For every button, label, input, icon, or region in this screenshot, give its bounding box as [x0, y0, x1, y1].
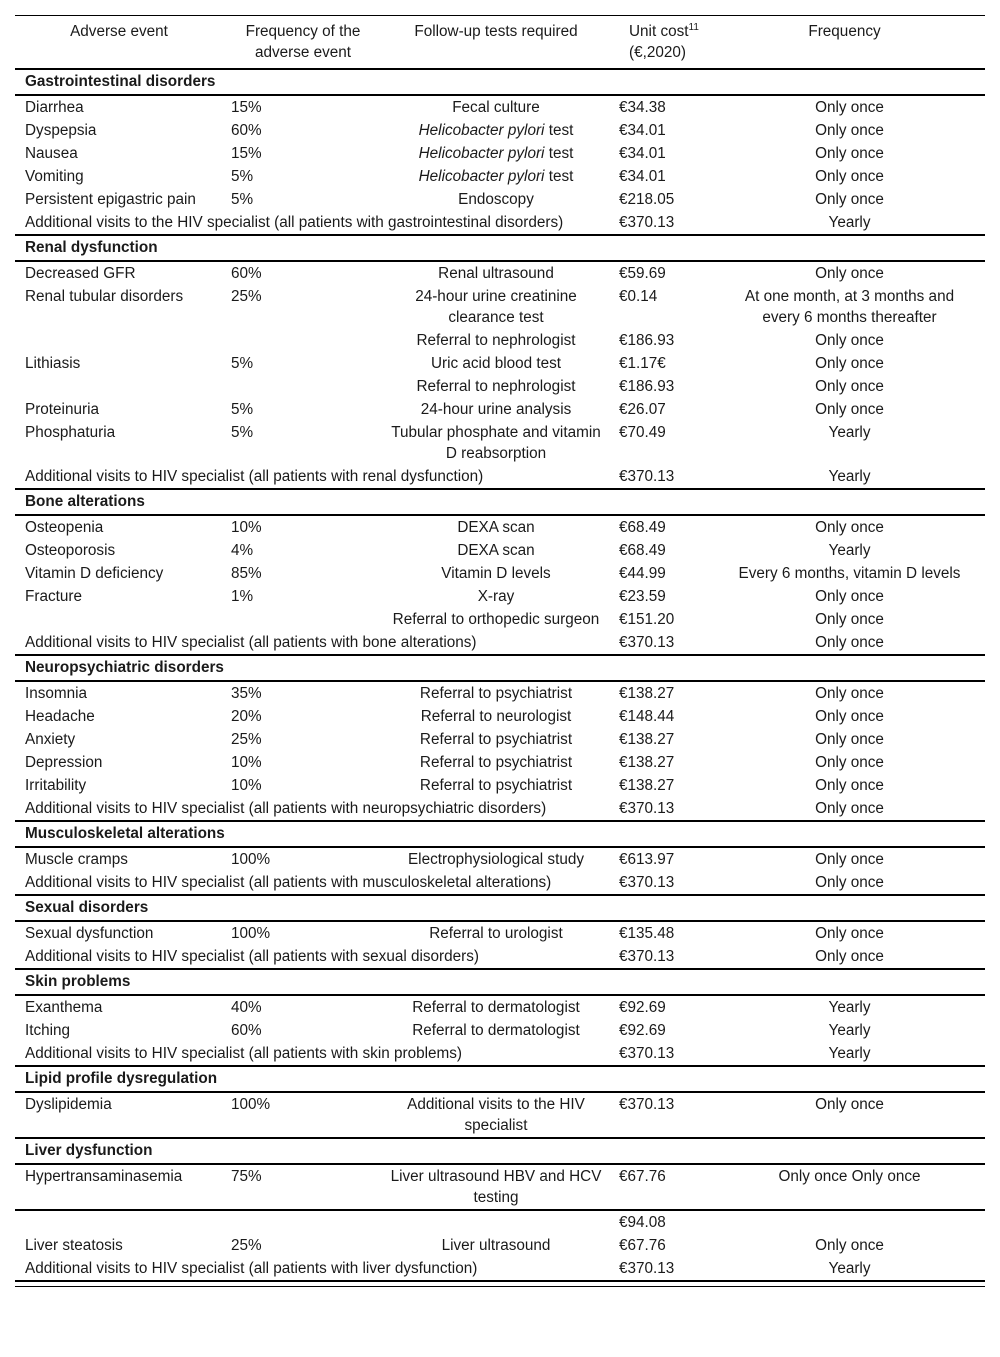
unit-cost-unit: (€,2020) [629, 44, 686, 61]
frequency-cell: Only once [815, 332, 884, 349]
adverse-event-cell: Vomiting [25, 168, 84, 185]
unit-cost-cell: €186.93 [619, 332, 675, 349]
adverse-event-cell: Diarrhea [25, 99, 84, 116]
event-frequency-cell: 100% [231, 925, 271, 942]
adverse-event-cell: Depression [25, 754, 103, 771]
adverse-event-cell: Dyspepsia [25, 122, 97, 139]
summary-label-cell: Additional visits to HIV specialist (all patients with musculoskeletal alterations) [15, 871, 609, 895]
group-header-row [15, 69, 985, 95]
frequency-cell: Only once [815, 145, 884, 162]
table-row [15, 728, 985, 751]
group-title: Skin problems [15, 969, 985, 995]
summary-frequency-cell: Only once [724, 871, 985, 895]
organism-name: Helicobacter pylori [418, 168, 545, 185]
summary-label-cell: Additional visits to HIV specialist (all patients with bone alterations) [15, 631, 609, 655]
unit-cost-cell: €1.17€ [619, 355, 666, 372]
group-title: Lipid profile dysregulation [15, 1066, 985, 1092]
followup-test-cell [383, 375, 609, 398]
summary-frequency-cell: Yearly [724, 1042, 985, 1066]
test-name: Referral to nephrologist [416, 332, 576, 349]
summary-row [15, 945, 985, 969]
followup-test-cell [383, 165, 609, 188]
followup-test-cell [383, 608, 609, 631]
group-title: Liver dysfunction [15, 1138, 985, 1164]
adverse-event-cell: Phosphaturia [25, 424, 116, 441]
summary-row [15, 871, 985, 895]
adverse-event-cell: Osteopenia [25, 519, 104, 536]
test-name: Referral to neurologist [420, 708, 572, 725]
header-adverse-event: Adverse event [15, 16, 223, 70]
unit-cost-cell: €92.69 [619, 999, 666, 1016]
summary-cost-cell: €370.13 [609, 465, 724, 489]
unit-cost-cell: €59.69 [619, 265, 666, 282]
adverse-event-cell: Hypertransaminasemia [15, 1164, 223, 1210]
frequency-cell: Only once [815, 588, 884, 605]
unit-cost-cell: €0.14 [619, 288, 658, 305]
followup-test-cell [383, 285, 609, 329]
summary-row [15, 1042, 985, 1066]
unit-cost-cell: €138.27 [619, 731, 675, 748]
test-name: test [544, 122, 574, 139]
followup-test-cell [383, 421, 609, 465]
test-name: DEXA scan [457, 519, 535, 536]
table-row [15, 1164, 985, 1210]
table-row [15, 398, 985, 421]
summary-row [15, 465, 985, 489]
group-title: Bone alterations [15, 489, 985, 515]
adverse-event-cell: Irritability [25, 777, 87, 794]
summary-label-cell: Additional visits to HIV specialist (all patients with skin problems) [15, 1042, 609, 1066]
event-frequency-cell: 10% [231, 777, 262, 794]
followup-test-cell [383, 705, 609, 728]
followup-test-cell [383, 329, 609, 352]
test-name: Referral to nephrologist [416, 378, 576, 395]
table-row [15, 705, 985, 728]
unit-cost-cell: €218.05 [619, 191, 675, 208]
followup-test-cell [383, 515, 609, 539]
summary-row [15, 631, 985, 655]
unit-cost-cell: €68.49 [619, 542, 666, 559]
table-row [15, 751, 985, 774]
frequency-cell: Only once [815, 777, 884, 794]
unit-cost-cell: €138.27 [619, 685, 675, 702]
group-header-row [15, 821, 985, 847]
summary-row [15, 797, 985, 821]
frequency-cell [724, 1210, 985, 1234]
group-header-row [15, 895, 985, 921]
adverse-event-cell: Dyslipidemia [15, 1092, 223, 1138]
unit-cost-cell: €613.97 [619, 851, 675, 868]
test-name: Tubular phosphate and vitamin D reabsorption [391, 424, 605, 462]
event-frequency-cell: 35% [231, 685, 262, 702]
followup-test-cell [383, 847, 609, 871]
unit-cost-cell: €34.01 [619, 168, 666, 185]
unit-cost-cell: €34.01 [619, 145, 666, 162]
event-frequency-cell: 10% [231, 754, 262, 771]
group-header-row [15, 969, 985, 995]
header-unit-cost [609, 16, 724, 70]
test-name: Referral to orthopedic surgeon [392, 611, 600, 628]
frequency-cell: Yearly [828, 542, 871, 559]
summary-label-cell: Additional visits to HIV specialist (all patients with sexual disorders) [15, 945, 609, 969]
summary-label-cell: Additional visits to HIV specialist (all patients with liver dysfunction) [15, 1257, 609, 1281]
cost-table-container [15, 15, 985, 1288]
adverse-event-cell: Headache [25, 708, 95, 725]
frequency-cell: Only once [815, 708, 884, 725]
adverse-event-cell: Nausea [25, 145, 78, 162]
table-row [15, 921, 985, 945]
unit-cost-cell: €67.76 [619, 1237, 666, 1254]
adverse-events-cost-table [15, 15, 985, 1282]
frequency-cell: Only once [815, 99, 884, 116]
summary-cost-cell: €370.13 [609, 871, 724, 895]
unit-cost-reference: 11 [688, 21, 699, 33]
test-name: test [544, 145, 574, 162]
followup-test-cell [383, 188, 609, 211]
followup-test-cell [383, 585, 609, 608]
table-row [15, 1092, 985, 1138]
adverse-event-cell: Sexual dysfunction [25, 925, 154, 942]
table-row [15, 188, 985, 211]
frequency-cell: Only once [815, 401, 884, 418]
summary-cost-cell: €370.13 [609, 211, 724, 235]
test-name: Uric acid blood test [430, 355, 562, 372]
summary-label-cell: Additional visits to HIV specialist (all patients with renal dysfunction) [15, 465, 609, 489]
table-row [15, 329, 985, 352]
event-frequency-cell: 100% [223, 1092, 383, 1138]
frequency-cell: Only once [815, 519, 884, 536]
test-name: Fecal culture [452, 99, 540, 116]
frequency-cell: Yearly [828, 1022, 871, 1039]
event-frequency-cell: 5% [231, 168, 254, 185]
event-frequency-cell: 1% [231, 588, 254, 605]
event-frequency-cell: 40% [231, 999, 262, 1016]
test-name: Liver ultrasound [441, 1237, 551, 1254]
table-row [15, 1234, 985, 1257]
frequency-cell: Only once [815, 122, 884, 139]
test-name: Referral to urologist [429, 925, 563, 942]
followup-test-cell [383, 142, 609, 165]
unit-cost-cell: €68.49 [619, 519, 666, 536]
table-row [15, 1210, 985, 1234]
followup-test-cell [383, 1092, 609, 1138]
event-frequency-cell [223, 375, 383, 398]
adverse-event-cell [15, 1210, 223, 1234]
frequency-cell: Only once [815, 378, 884, 395]
summary-frequency-cell: Yearly [724, 1257, 985, 1281]
unit-cost-cell: €26.07 [619, 401, 666, 418]
test-name: Referral to psychiatrist [419, 731, 573, 748]
frequency-cell: Only once [815, 754, 884, 771]
test-name: Vitamin D levels [441, 565, 551, 582]
event-frequency-cell: 75% [223, 1164, 383, 1210]
table-row [15, 261, 985, 285]
unit-cost-cell: €23.59 [619, 588, 666, 605]
followup-test-cell [383, 1164, 609, 1210]
header-frequency-event: Frequency of the adverse event [223, 16, 383, 70]
summary-cost-cell: €370.13 [609, 945, 724, 969]
group-title: Musculoskeletal alterations [15, 821, 985, 847]
event-frequency-cell: 60% [231, 265, 262, 282]
followup-test-cell [383, 1234, 609, 1257]
event-frequency-cell: 5% [231, 191, 254, 208]
frequency-cell: Only once [815, 685, 884, 702]
followup-test-cell [383, 751, 609, 774]
group-header-row [15, 655, 985, 681]
test-name: Renal ultrasound [438, 265, 554, 282]
followup-test-cell [383, 995, 609, 1019]
event-frequency-cell: 5% [231, 424, 254, 441]
header-frequency: Frequency [724, 16, 985, 70]
summary-cost-cell: €370.13 [609, 1042, 724, 1066]
test-name: Liver ultrasound HBV and HCV testing [390, 1168, 606, 1206]
adverse-event-cell [15, 608, 223, 631]
event-frequency-cell: 25% [231, 1237, 262, 1254]
table-row [15, 165, 985, 188]
event-frequency-cell: 100% [231, 851, 271, 868]
adverse-event-cell: Decreased GFR [25, 265, 136, 282]
table-row [15, 585, 985, 608]
table-row [15, 1019, 985, 1042]
event-frequency-cell: 60% [231, 1022, 262, 1039]
event-frequency-cell: 85% [231, 565, 262, 582]
frequency-cell: Only once [815, 265, 884, 282]
unit-cost-cell: €135.48 [619, 925, 675, 942]
group-title: Neuropsychiatric disorders [15, 655, 985, 681]
table-row [15, 847, 985, 871]
followup-test-cell [383, 921, 609, 945]
unit-cost-label: Unit cost [629, 23, 689, 40]
event-frequency-cell: 25% [231, 731, 262, 748]
event-frequency-cell: 5% [231, 401, 254, 418]
test-name: Additional visits to the HIV specialist [407, 1096, 590, 1134]
table-body [15, 69, 985, 1281]
summary-label-cell: Additional visits to HIV specialist (all patients with neuropsychiatric disorders) [15, 797, 609, 821]
unit-cost-cell: €44.99 [619, 565, 666, 582]
followup-test-cell [383, 261, 609, 285]
test-name: test [544, 168, 574, 185]
adverse-event-cell: Osteoporosis [25, 542, 116, 559]
summary-cost-cell: €370.13 [609, 1257, 724, 1281]
event-frequency-cell [223, 1210, 383, 1234]
followup-test-cell [383, 728, 609, 751]
table-bottom-rule [15, 1286, 985, 1288]
summary-row [15, 1257, 985, 1281]
adverse-event-cell: Renal tubular disorders [25, 288, 184, 305]
frequency-cell: Only once [815, 851, 884, 868]
table-row [15, 119, 985, 142]
test-name: Electrophysiological study [407, 851, 584, 868]
frequency-cell: Yearly [828, 999, 871, 1016]
frequency-cell: Only once Only once [724, 1164, 985, 1210]
test-name: 24-hour urine analysis [420, 401, 572, 418]
table-row [15, 539, 985, 562]
table-row [15, 95, 985, 119]
organism-name: Helicobacter pylori [418, 145, 545, 162]
test-name: Referral to psychiatrist [419, 777, 573, 794]
followup-test-cell [383, 681, 609, 705]
followup-test-cell [383, 774, 609, 797]
adverse-event-cell: Lithiasis [25, 355, 81, 372]
table-row [15, 375, 985, 398]
adverse-event-cell: Liver steatosis [25, 1237, 123, 1254]
unit-cost-cell: €186.93 [619, 378, 675, 395]
adverse-event-cell: Exanthema [25, 999, 103, 1016]
frequency-cell: Only once [815, 611, 884, 628]
group-header-row [15, 1138, 985, 1164]
event-frequency-cell [223, 329, 383, 352]
adverse-event-cell: Vitamin D deficiency [25, 565, 164, 582]
frequency-cell: At one month, at 3 months and every 6 months thereafter [744, 288, 955, 326]
table-row [15, 995, 985, 1019]
frequency-cell: Only once [815, 731, 884, 748]
unit-cost-cell: €370.13 [609, 1092, 724, 1138]
group-title: Sexual disorders [15, 895, 985, 921]
test-name: Referral to psychiatrist [419, 685, 573, 702]
unit-cost-cell: €151.20 [619, 611, 675, 628]
event-frequency-cell [223, 608, 383, 631]
table-row [15, 681, 985, 705]
unit-cost-cell: €34.01 [619, 122, 666, 139]
summary-cost-cell: €370.13 [609, 797, 724, 821]
summary-row [15, 211, 985, 235]
group-header-row [15, 235, 985, 261]
unit-cost-cell: €70.49 [619, 424, 666, 441]
unit-cost-cell: €34.38 [619, 99, 666, 116]
group-header-row [15, 1066, 985, 1092]
summary-cost-cell: €370.13 [609, 631, 724, 655]
test-name: DEXA scan [457, 542, 535, 559]
adverse-event-cell: Anxiety [25, 731, 76, 748]
event-frequency-cell: 60% [231, 122, 262, 139]
adverse-event-cell [15, 329, 223, 352]
event-frequency-cell: 15% [231, 145, 262, 162]
frequency-cell: Yearly [828, 424, 871, 441]
table-row [15, 608, 985, 631]
unit-cost-cell: €148.44 [619, 708, 675, 725]
event-frequency-cell: 20% [231, 708, 262, 725]
frequency-cell: Every 6 months, vitamin D levels [738, 565, 961, 582]
table-row [15, 352, 985, 375]
followup-test-cell [383, 1210, 609, 1234]
table-row [15, 515, 985, 539]
summary-frequency-cell: Yearly [724, 211, 985, 235]
event-frequency-cell: 5% [231, 355, 254, 372]
frequency-cell: Only once [815, 355, 884, 372]
test-name: Referral to dermatologist [412, 1022, 580, 1039]
frequency-cell: Only once [815, 1237, 884, 1254]
test-name: Referral to psychiatrist [419, 754, 573, 771]
adverse-event-cell: Proteinuria [25, 401, 99, 418]
table-row [15, 285, 985, 329]
table-row [15, 562, 985, 585]
frequency-cell: Only once [815, 925, 884, 942]
table-row [15, 142, 985, 165]
unit-cost-cell: €138.27 [619, 754, 675, 771]
adverse-event-cell: Itching [25, 1022, 71, 1039]
test-name: 24-hour urine creatinine clearance test [415, 288, 582, 326]
adverse-event-cell: Persistent epigastric pain [25, 191, 196, 208]
adverse-event-cell: Fracture [25, 588, 82, 605]
followup-test-cell [383, 398, 609, 421]
summary-label-cell: Additional visits to the HIV specialist (all patients with gastrointestinal disorders) [15, 211, 609, 235]
summary-frequency-cell: Yearly [724, 465, 985, 489]
table-row [15, 774, 985, 797]
followup-test-cell [383, 95, 609, 119]
summary-frequency-cell: Only once [724, 797, 985, 821]
summary-frequency-cell: Only once [724, 631, 985, 655]
group-header-row [15, 489, 985, 515]
unit-cost-cell: €94.08 [619, 1214, 666, 1231]
adverse-event-cell [15, 375, 223, 398]
followup-test-cell [383, 539, 609, 562]
unit-cost-cell: €92.69 [619, 1022, 666, 1039]
header-followup: Follow-up tests required [383, 16, 609, 70]
test-name: Endoscopy [458, 191, 534, 208]
summary-frequency-cell: Only once [724, 945, 985, 969]
test-name: X-ray [477, 588, 515, 605]
frequency-cell: Only once [724, 1092, 985, 1138]
frequency-cell: Only once [815, 191, 884, 208]
organism-name: Helicobacter pylori [418, 122, 545, 139]
table-row [15, 421, 985, 465]
group-title: Renal dysfunction [15, 235, 985, 261]
unit-cost-cell: €138.27 [619, 777, 675, 794]
followup-test-cell [383, 352, 609, 375]
event-frequency-cell: 10% [231, 519, 262, 536]
event-frequency-cell: 4% [231, 542, 254, 559]
adverse-event-cell: Muscle cramps [25, 851, 128, 868]
event-frequency-cell: 15% [231, 99, 262, 116]
adverse-event-cell: Insomnia [25, 685, 88, 702]
unit-cost-cell: €67.76 [609, 1164, 724, 1210]
frequency-cell: Only once [815, 168, 884, 185]
test-name: Referral to dermatologist [412, 999, 580, 1016]
table-header [15, 16, 985, 70]
followup-test-cell [383, 562, 609, 585]
group-title: Gastrointestinal disorders [15, 69, 985, 95]
followup-test-cell [383, 119, 609, 142]
followup-test-cell [383, 1019, 609, 1042]
event-frequency-cell: 25% [231, 288, 262, 305]
